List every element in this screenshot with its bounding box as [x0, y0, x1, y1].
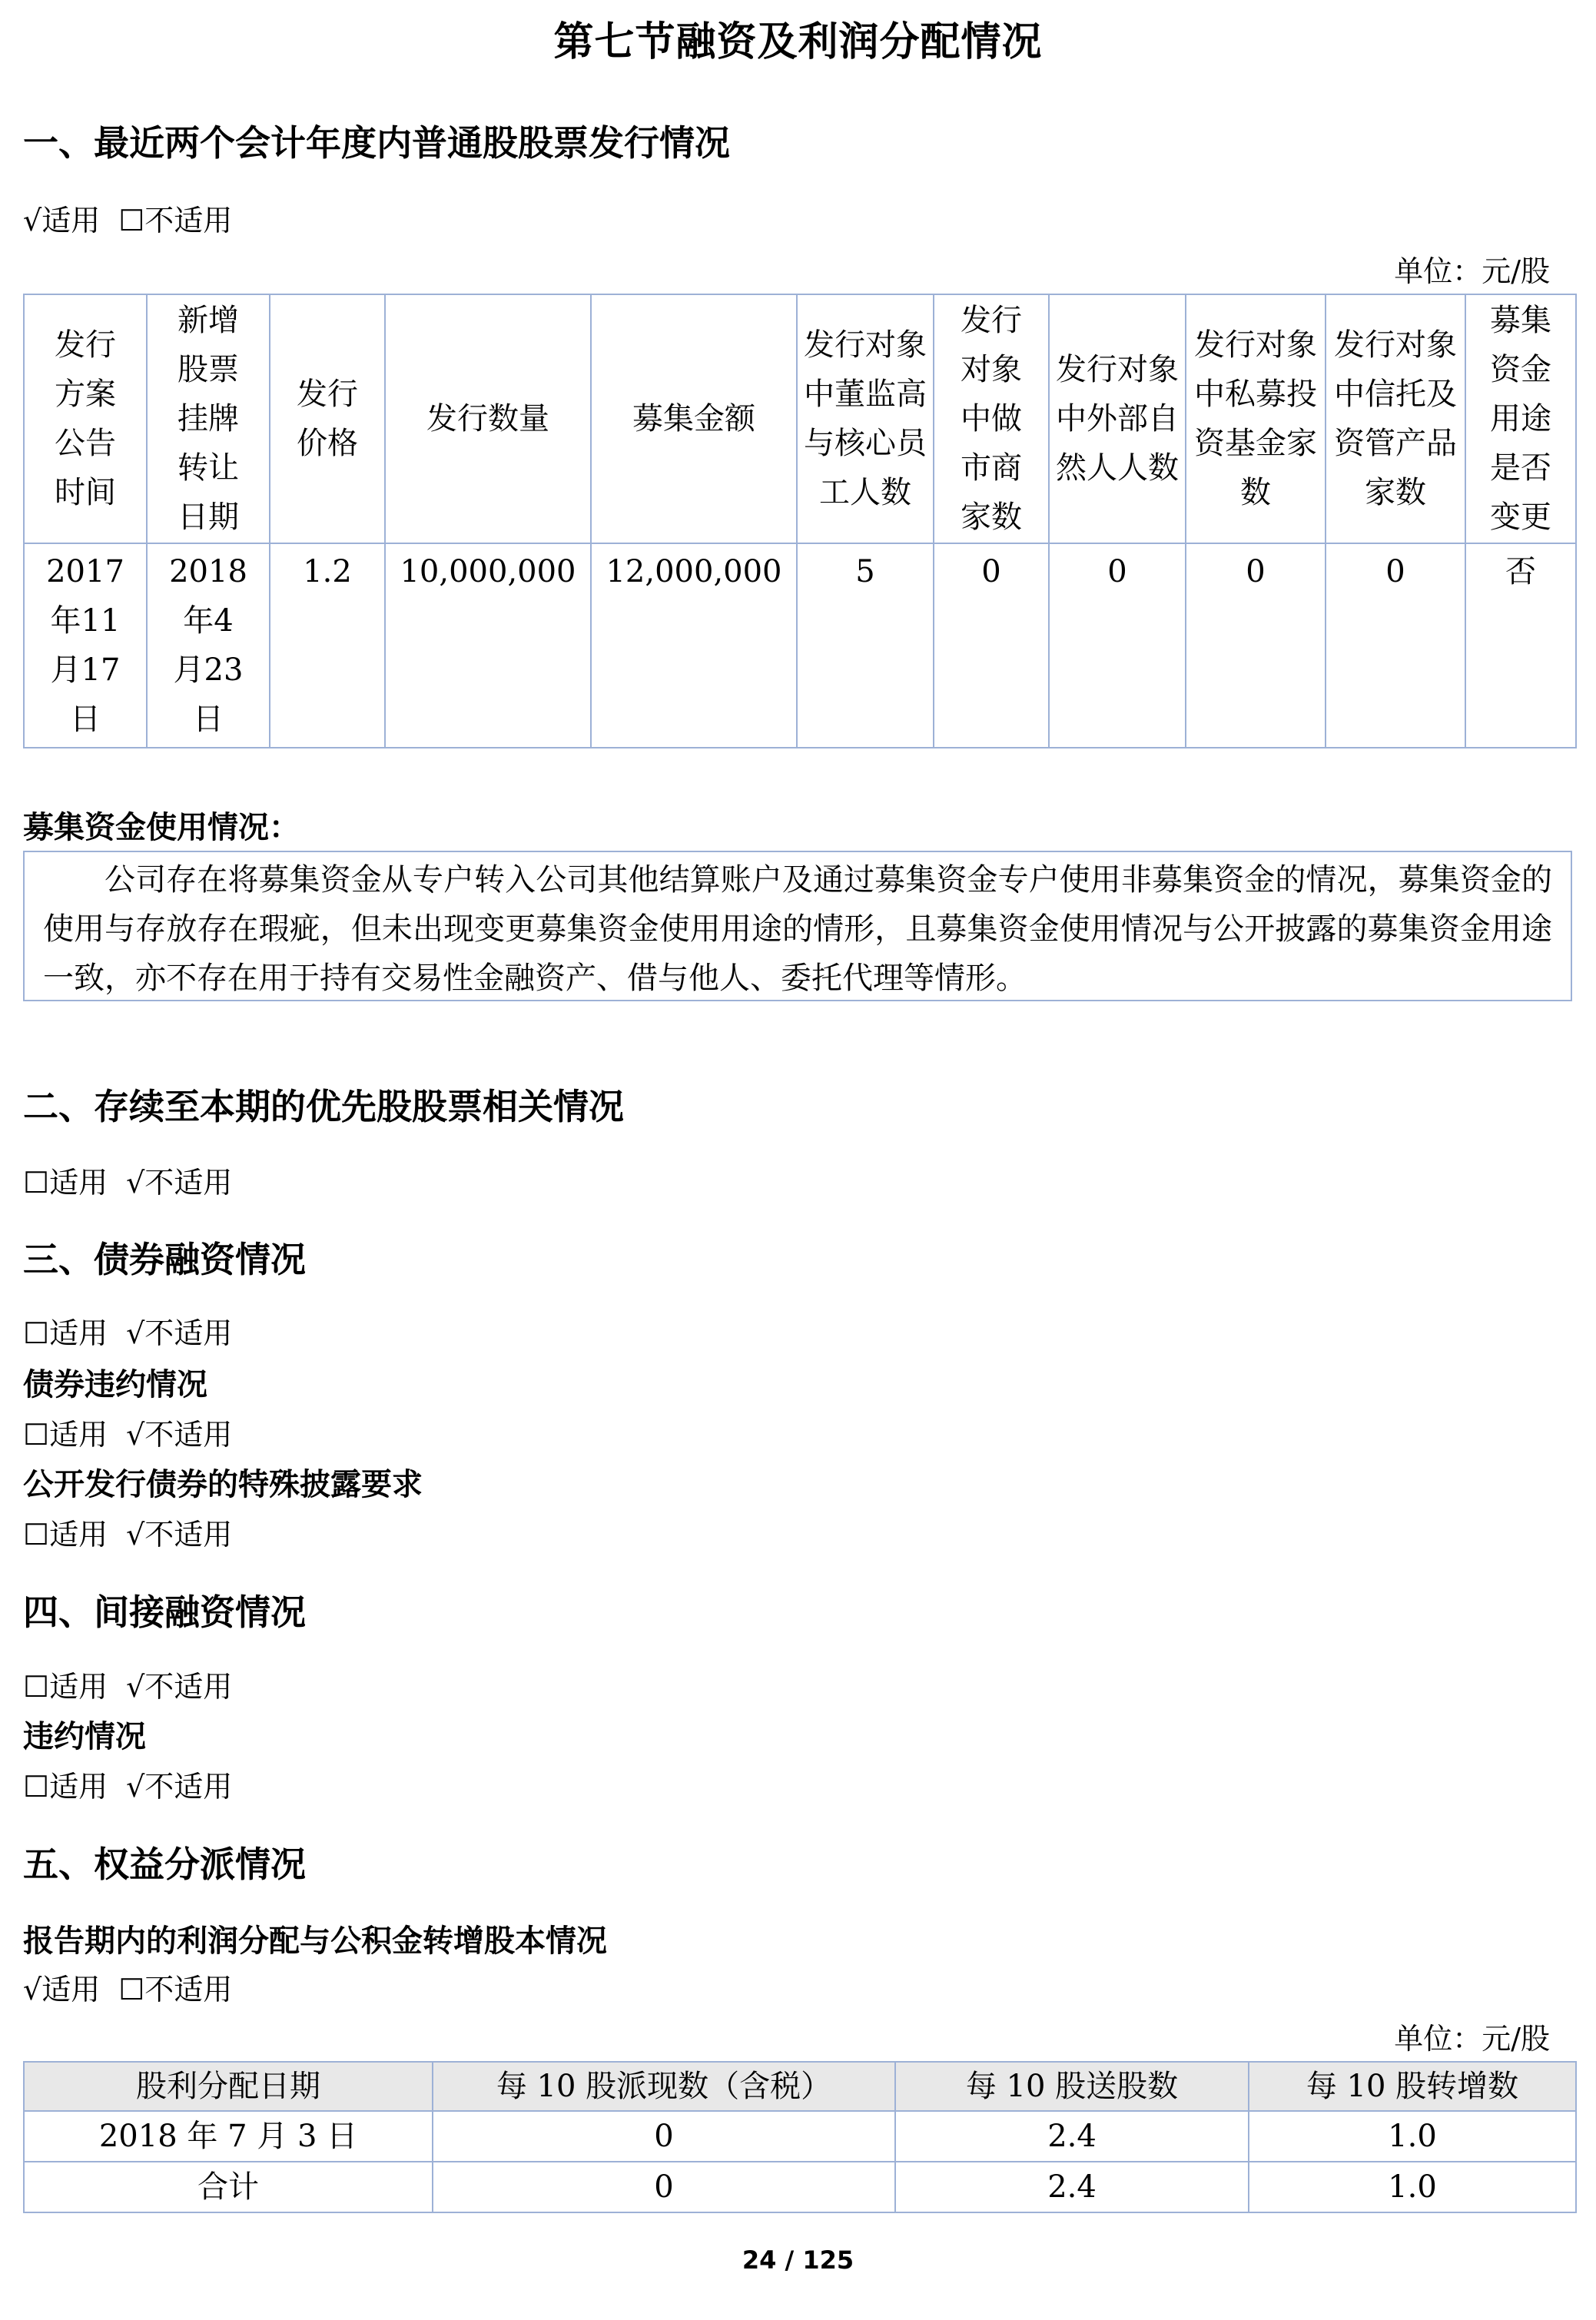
header-issue-quantity: 发行数量 — [385, 294, 591, 543]
profit-distribution-heading: 报告期内的利润分配与公积金转增股本情况 — [23, 1923, 607, 1959]
option-applicable: √适用 — [23, 204, 101, 237]
section-3-options — [23, 1309, 251, 1352]
header-natural-persons-count: 发行对象中外部自然人人数 — [1049, 294, 1186, 543]
cell-use-changed: 否 — [1465, 543, 1576, 748]
option-not-applicable: √不适用 — [126, 1166, 233, 1200]
cell-total-label: 合计 — [24, 2162, 433, 2212]
cell-cash-per-10: 0 — [433, 2111, 895, 2162]
table-row — [24, 543, 1576, 748]
cell-natural-persons-count: 0 — [1049, 543, 1186, 748]
cell-total-bonus-shares: 2.4 — [895, 2162, 1249, 2212]
bond-disclosure-options — [23, 1511, 251, 1553]
option-not-applicable: ☐不适用 — [118, 204, 233, 237]
header-raised-amount: 募集金额 — [591, 294, 797, 543]
fund-usage-heading: 募集资金使用情况： — [23, 810, 300, 845]
header-listing-date: 新增股票挂牌转让日期 — [147, 294, 270, 543]
header-private-funds-count: 发行对象中私募投资基金家数 — [1186, 294, 1326, 543]
header-bonus-shares-per-10: 每 10 股送股数 — [895, 2062, 1249, 2111]
cell-market-makers-count: 0 — [934, 543, 1049, 748]
table-header-row — [24, 294, 1576, 543]
cell-trust-products-count: 0 — [1326, 543, 1465, 748]
indirect-default-options — [23, 1763, 251, 1805]
unit-label: 单位：元/股 — [1394, 2022, 1550, 2056]
option-not-applicable: √不适用 — [126, 1770, 233, 1804]
header-transfer-shares-per-10: 每 10 股转增数 — [1249, 2062, 1576, 2111]
cell-listing-date: 2018年4月23日 — [147, 543, 270, 748]
cell-directors-staff-count: 5 — [797, 543, 934, 748]
page-number: 24 / 125 — [742, 2245, 854, 2275]
indirect-default-heading: 违约情况 — [23, 1719, 146, 1754]
stock-issuance-table — [23, 294, 1577, 748]
option-not-applicable: ☐不适用 — [118, 1973, 233, 2006]
option-not-applicable: √不适用 — [126, 1418, 233, 1452]
header-use-changed: 募集资金用途是否变更 — [1465, 294, 1576, 543]
cell-raised-amount: 12,000,000 — [591, 543, 797, 748]
option-applicable: ☐适用 — [23, 1166, 108, 1200]
header-trust-products-count: 发行对象中信托及资管产品家数 — [1326, 294, 1465, 543]
cell-announcement-date: 2017年11月17日 — [24, 543, 147, 748]
option-applicable: ☐适用 — [23, 1316, 108, 1350]
header-issue-price: 发行价格 — [270, 294, 385, 543]
dividend-table — [23, 2061, 1577, 2213]
bond-default-heading: 债券违约情况 — [23, 1367, 207, 1402]
section-5-heading: 五、权益分派情况 — [23, 1844, 306, 1885]
section-4-heading: 四、间接融资情况 — [23, 1591, 306, 1633]
option-applicable: ☐适用 — [23, 1770, 108, 1804]
section-1-options — [23, 197, 251, 239]
option-not-applicable: √不适用 — [126, 1670, 233, 1704]
section-4-options — [23, 1663, 251, 1705]
header-announcement-date: 发行方案公告时间 — [24, 294, 147, 543]
cell-transfer-shares-per-10: 1.0 — [1249, 2111, 1576, 2162]
option-applicable: ☐适用 — [23, 1418, 108, 1452]
header-distribution-date: 股利分配日期 — [24, 2062, 433, 2111]
page-title: 第七节融资及利润分配情况 — [553, 19, 1043, 65]
header-directors-staff-count: 发行对象中董监高与核心员工人数 — [797, 294, 934, 543]
header-cash-per-10: 每 10 股派现数（含税） — [433, 2062, 895, 2111]
section-2-options — [23, 1159, 251, 1201]
option-not-applicable: √不适用 — [126, 1316, 233, 1350]
cell-total-cash: 0 — [433, 2162, 895, 2212]
cell-issue-price: 1.2 — [270, 543, 385, 748]
table-row — [24, 2111, 1576, 2162]
table-header-row — [24, 2062, 1576, 2111]
unit-label: 单位：元/股 — [1394, 254, 1550, 288]
header-market-makers-count: 发行对象中做市商家数 — [934, 294, 1049, 543]
table-total-row — [24, 2162, 1576, 2212]
option-applicable: ☐适用 — [23, 1670, 108, 1704]
option-not-applicable: √不适用 — [126, 1518, 233, 1552]
section-3-heading: 三、债券融资情况 — [23, 1239, 306, 1280]
cell-distribution-date: 2018 年 7 月 3 日 — [24, 2111, 433, 2162]
cell-private-funds-count: 0 — [1186, 543, 1326, 748]
option-applicable: √适用 — [23, 1973, 101, 2006]
cell-bonus-shares-per-10: 2.4 — [895, 2111, 1249, 2162]
section-5-options — [23, 1966, 251, 2008]
cell-issue-quantity: 10,000,000 — [385, 543, 591, 748]
bond-default-options — [23, 1411, 251, 1453]
section-1-heading: 一、最近两个会计年度内普通股股票发行情况 — [23, 122, 730, 164]
option-applicable: ☐适用 — [23, 1518, 108, 1552]
section-2-heading: 二、存续至本期的优先股股票相关情况 — [23, 1086, 624, 1127]
bond-disclosure-heading: 公开发行债券的特殊披露要求 — [23, 1467, 423, 1502]
cell-total-transfer-shares: 1.0 — [1249, 2162, 1576, 2212]
fund-usage-text: 公司存在将募集资金从专户转入公司其他结算账户及通过募集资金专户使用非募集资金的情况，募集资金的使用与存放存在瑕疵，但未出现变更募集资金使用用途的情形，且募集资金使用情况与公开披露的募集资金用途一致，亦不存在用于持有交易性金融资产、借与他人、委托代理等情形。 — [23, 851, 1572, 1001]
